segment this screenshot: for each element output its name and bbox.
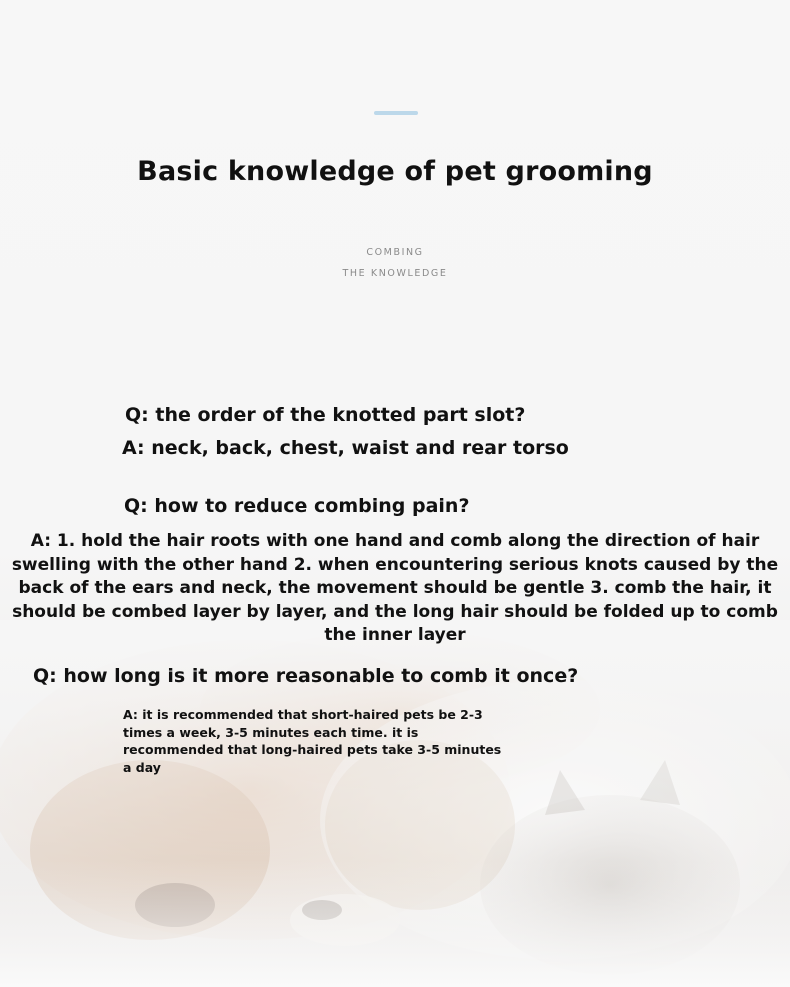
question-3: Q: how long is it more reasonable to comb it once?	[33, 665, 579, 687]
subtitle-combing: COMBING	[366, 247, 424, 258]
accent-bar	[374, 111, 418, 115]
page-title: Basic knowledge of pet grooming	[137, 156, 653, 187]
answer-2: A: 1. hold the hair roots with one hand and comb along the direction of hair swelling with the other hand 2. when encountering serious knots caused by the back of the ears and neck, the movement should be gentle 3. comb the hair, it should be combed layer by layer, and the long hair should be folded up to comb the inner layer	[11, 531, 779, 646]
question-1: Q: the order of the knotted part slot?	[125, 404, 526, 426]
answer-3: A: it is recommended that short-haired pets be 2-3 times a week, 3-5 minutes each time. it is recommended that long-haired pets take 3-5 minutes a day	[123, 707, 502, 775]
subtitle-knowledge: THE KNOWLEDGE	[342, 268, 448, 279]
question-2: Q: how to reduce combing pain?	[124, 495, 470, 517]
answer-1: A: neck, back, chest, waist and rear torso	[122, 437, 569, 459]
